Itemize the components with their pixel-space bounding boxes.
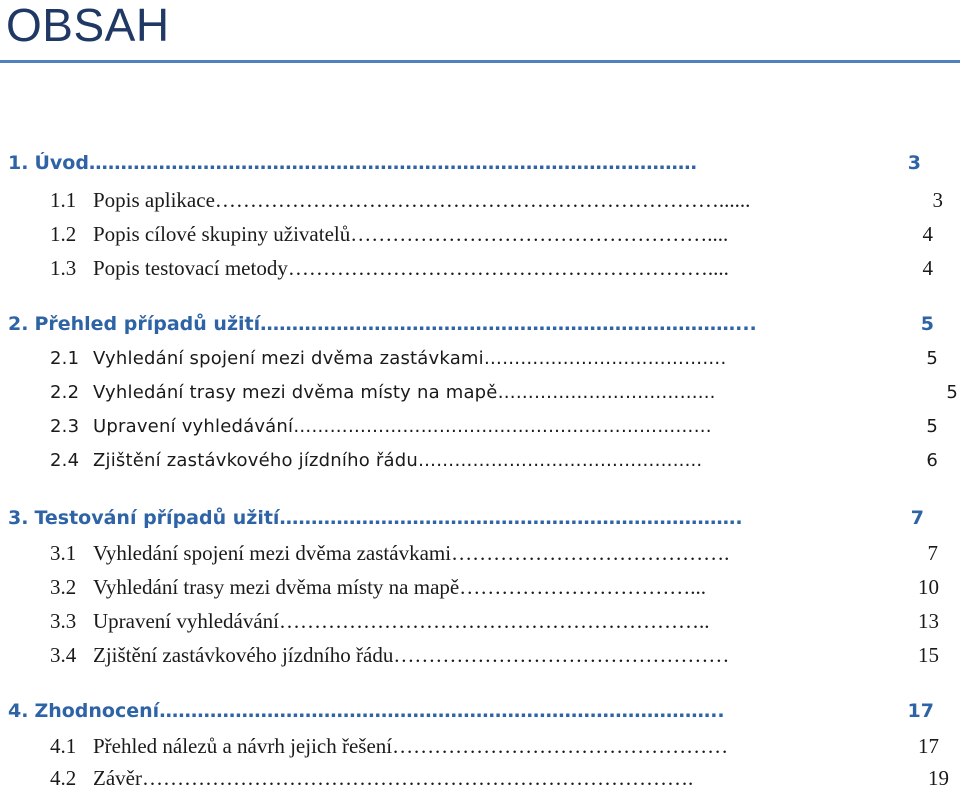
toc-label: Popis testovací metody: [93, 256, 288, 280]
toc-label: Přehled nálezů a návrh jejich řešení: [93, 734, 393, 758]
toc-leader: …………………………………………: [393, 643, 730, 667]
toc-page-number: 17: [907, 700, 934, 722]
toc-leader: ……………………………...: [497, 382, 716, 403]
toc-number: 4.2: [50, 766, 77, 790]
toc-page-number: 5: [926, 348, 938, 369]
toc-label: Vyhledání trasy mezi dvěma místy na mapě: [93, 575, 460, 599]
toc-label: Vyhledání trasy mezi dvěma místy na mapě: [93, 382, 498, 403]
toc-page-number: 7: [910, 507, 924, 529]
toc-page-number: 19: [928, 766, 949, 790]
toc-entry-2-1[interactable]: [50, 348, 938, 369]
toc-chapter-3[interactable]: [8, 507, 924, 529]
toc-leader: ………………………………….: [451, 541, 730, 565]
toc-entry-1-3[interactable]: [50, 256, 933, 281]
toc-label: Popis aplikace: [93, 188, 215, 212]
toc-page-number: 3: [907, 152, 921, 174]
toc-leader: ……………………………………………………………………………..: [159, 700, 725, 722]
toc-number: 3.2: [50, 575, 77, 599]
toc-page-number: 15: [918, 643, 939, 667]
toc-number: 2.: [8, 313, 29, 335]
toc-page-number: 17: [918, 734, 939, 758]
toc-label: Zjištění zastávkového jízdního řádu: [93, 450, 418, 471]
toc-number: 1.: [8, 152, 29, 174]
toc-leader: ………………………………….: [483, 348, 727, 369]
toc-entry-2-2[interactable]: [50, 382, 958, 403]
toc-page-number: 5: [946, 382, 958, 403]
toc-number: 4.1: [50, 734, 77, 758]
toc-entry-2-3[interactable]: [50, 416, 938, 437]
toc-number: 2.3: [50, 416, 80, 437]
toc-number: 1.2: [50, 222, 77, 246]
toc-label: Vyhledání spojení mezi dvěma zastávkami: [93, 541, 452, 565]
toc-page-number: 4: [922, 256, 933, 280]
toc-number: 1.3: [50, 256, 77, 280]
toc-label: Přehled případů užití: [34, 313, 261, 335]
toc-number: 2.2: [50, 382, 80, 403]
toc-label: Zjištění zastávkového jízdního řádu: [93, 643, 394, 667]
toc-leader: …………………………………………………………………...: [260, 313, 757, 335]
toc-leader: ……………………………………………....: [350, 222, 729, 246]
toc-page-number: 6: [926, 450, 938, 471]
toc-number: 1.1: [50, 188, 77, 212]
toc-page-number: 7: [927, 541, 938, 565]
toc-label: Vyhledání spojení mezi dvěma zastávkami: [93, 348, 484, 369]
toc-entry-1-2[interactable]: [50, 222, 933, 247]
toc-label: Závěr: [93, 766, 142, 790]
toc-leader: ……………………………...: [459, 575, 706, 599]
toc-page-number: 5: [920, 313, 934, 335]
toc-leader: ……………………………………………………………: [293, 416, 712, 437]
toc-number: 3.4: [50, 643, 77, 667]
toc-number: 3.3: [50, 609, 77, 633]
toc-label: Popis cílové skupiny uživatelů: [93, 222, 351, 246]
toc-leader: …………………………………….....: [417, 450, 703, 471]
toc-entry-3-3[interactable]: [50, 609, 939, 634]
toc-chapter-2[interactable]: [8, 313, 934, 335]
toc-entry-2-4[interactable]: [50, 450, 938, 471]
toc-number: 2.4: [50, 450, 80, 471]
toc-entry-1-1[interactable]: [50, 188, 943, 213]
toc-chapter-4[interactable]: [8, 700, 934, 722]
toc-label: Testování případů užití: [34, 507, 280, 529]
toc-number: 2.1: [50, 348, 80, 369]
toc-entry-3-2[interactable]: [50, 575, 939, 600]
toc-leader: …………………………………………………………………….: [141, 766, 694, 790]
title-underline: [0, 60, 960, 63]
toc-entry-4-2[interactable]: [50, 766, 949, 791]
toc-entry-3-1[interactable]: [50, 541, 938, 566]
toc-label: Upravení vyhledávání: [93, 416, 294, 437]
toc-number: 3.1: [50, 541, 77, 565]
page-title: OBSAH: [6, 0, 170, 51]
toc-leader: ……………………………………………………....: [287, 256, 729, 280]
toc-page-number: 3: [932, 188, 943, 212]
toc-leader: ……………………………………………………………………………………: [88, 152, 697, 174]
toc-page-number: 5: [926, 416, 938, 437]
toc-page-number: 4: [922, 222, 933, 246]
toc-entry-3-4[interactable]: [50, 643, 939, 668]
toc-leader: ……………………………………………………………….: [279, 507, 743, 529]
toc-number: 3.: [8, 507, 29, 529]
toc-entry-4-1[interactable]: [50, 734, 939, 759]
toc-number: 4.: [8, 700, 29, 722]
toc-leader: ………………………………………………………………......: [214, 188, 751, 212]
toc-label: Upravení vyhledávání: [93, 609, 280, 633]
toc-chapter-1[interactable]: [8, 152, 921, 174]
toc-leader: ……………………………………………………..: [279, 609, 710, 633]
toc-page-number: 10: [918, 575, 939, 599]
toc-leader: …………………………………………: [392, 734, 729, 758]
toc-label: Zhodnocení: [34, 700, 160, 722]
toc-label: Úvod: [34, 152, 89, 174]
toc-page-number: 13: [918, 609, 939, 633]
